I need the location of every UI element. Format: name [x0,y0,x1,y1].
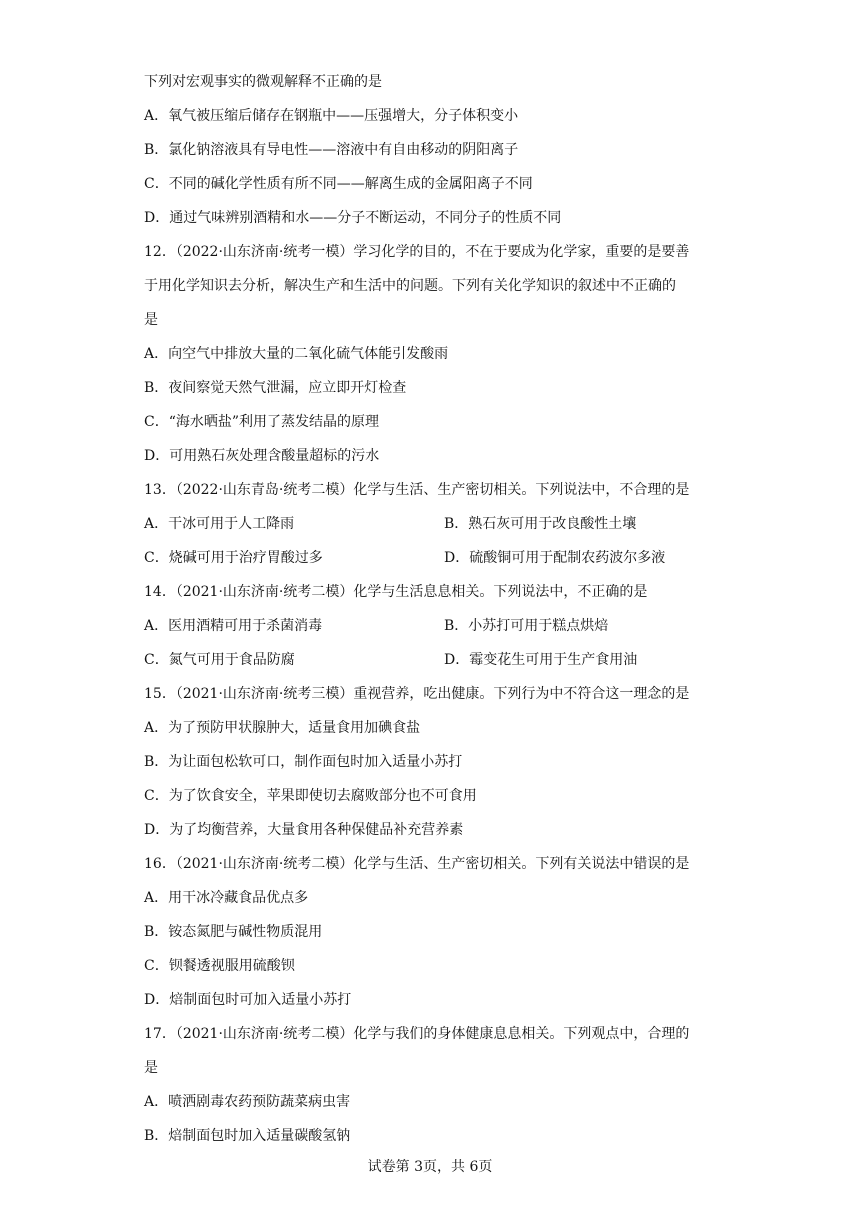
question-13-option-d: D．硫酸铜可用于配制农药波尔多液 [444,550,666,566]
question-16-option-a: A．用干冰冷藏食品优点多 [144,890,309,906]
question-12-stem-line-3: 是 [144,312,158,328]
question-14-options-row-1 [144,616,734,636]
question-16-option-d: D．焙制面包时可加入适量小苏打 [144,992,352,1008]
question-17-option-a: A．喷洒剧毒农药预防蔬菜病虫害 [144,1094,351,1110]
question-15-stem: 15．（2021·山东济南·统考三模）重视营养，吃出健康。下列行为中不符合这一理念的是 [144,686,690,702]
question-12-option-a: A．向空气中排放大量的二氧化硫气体能引发酸雨 [144,346,449,362]
question-13-options-row-1 [144,514,734,534]
question-17-stem-line-1: 17．（2021·山东济南·统考二模）化学与我们的身体健康息息相关。下列观点中，合理的 [144,1026,690,1042]
question-15-option-b: B．为让面包松软可口，制作面包时加入适量小苏打 [144,754,463,770]
question-16-option-b: B．铵态氮肥与碱性物质混用 [144,924,323,940]
page-footer: 试卷第 3页，共 6页 [367,1159,493,1175]
question-11-option-c: C．不同的碱化学性质有所不同——解离生成的金属阳离子不同 [144,176,533,192]
question-17-option-b: B．焙制面包时加入适量碳酸氢钠 [144,1128,351,1144]
question-12-option-d: D．可用熟石灰处理含酸量超标的污水 [144,448,380,464]
question-16-stem: 16．（2021·山东济南·统考二模）化学与生活、生产密切相关。下列有关说法中错误的是 [144,856,690,872]
question-11-option-a: A．氧气被压缩后储存在钢瓶中——压强增大，分子体积变小 [144,108,519,124]
question-15-option-a: A．为了预防甲状腺肿大，适量食用加碘食盐 [144,720,421,736]
question-12-stem-line-1: 12．（2022·山东济南·统考一模）学习化学的目的，不在于要成为化学家，重要的是要善 [144,244,690,260]
question-14-option-a: A．医用酒精可用于杀菌消毒 [144,618,323,634]
question-13-options-row-2 [144,548,734,568]
question-14-stem: 14．（2021·山东济南·统考二模）化学与生活息息相关。下列说法中，不正确的是 [144,584,648,600]
question-16-option-c: C．钡餐透视服用硫酸钡 [144,958,295,974]
question-15-option-d: D．为了均衡营养，大量食用各种保健品补充营养素 [144,822,464,838]
question-11-stem: 下列对宏观事实的微观解释不正确的是 [144,74,382,90]
question-11-option-d: D．通过气味辨别酒精和水——分子不断运动，不同分子的性质不同 [144,210,562,226]
question-13-stem: 13．（2022·山东青岛·统考二模）化学与生活、生产密切相关。下列说法中，不合理的是 [144,482,690,498]
question-14-options-row-2 [144,650,734,670]
question-13-option-c: C．烧碱可用于治疗胃酸过多 [144,550,323,566]
question-12-option-c: C．“海水晒盐”利用了蒸发结晶的原理 [144,414,380,430]
question-12-stem-line-2: 于用化学知识去分析，解决生产和生活中的问题。下列有关化学知识的叙述中不正确的 [144,278,676,294]
question-14-option-c: C．氮气可用于食品防腐 [144,652,295,668]
question-14-option-d: D．霉变花生可用于生产食用油 [444,652,638,668]
question-13-option-b: B．熟石灰可用于改良酸性土壤 [444,516,637,532]
question-14-option-b: B．小苏打可用于糕点烘焙 [444,618,609,634]
question-13-option-a: A．干冰可用于人工降雨 [144,516,295,532]
question-15-option-c: C．为了饮食安全，苹果即使切去腐败部分也不可食用 [144,788,477,804]
question-11-option-b: B．氯化钠溶液具有导电性——溶液中有自由移动的阴阳离子 [144,142,519,158]
question-12-option-b: B．夜间察觉天然气泄漏，应立即开灯检查 [144,380,407,396]
question-17-stem-line-2: 是 [144,1060,158,1076]
